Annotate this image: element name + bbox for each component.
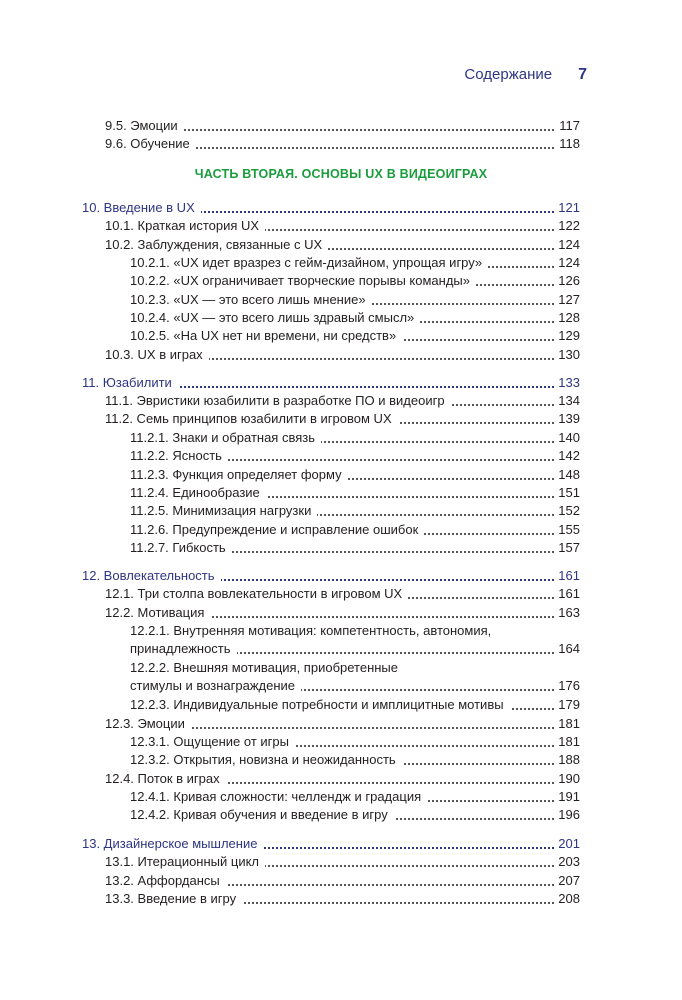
toc-entry-label: 11.2.3. Функция определяет форму bbox=[130, 465, 348, 485]
toc-entry-row[interactable] bbox=[0, 676, 682, 696]
toc-entry-row[interactable] bbox=[0, 520, 682, 540]
toc-entry-label: принадлежность bbox=[130, 639, 237, 659]
toc-entry-row[interactable] bbox=[0, 889, 682, 909]
toc-entry-row[interactable] bbox=[0, 787, 682, 807]
toc-entry-row[interactable] bbox=[0, 732, 682, 752]
toc-entry-label: 9.6. Обучение bbox=[105, 134, 196, 154]
toc-entry-row[interactable] bbox=[0, 805, 682, 825]
toc-entry-label: 12.4. Поток в играх bbox=[105, 769, 226, 789]
toc-page-number: 164 bbox=[558, 641, 580, 656]
toc-entry-label: 12.2. Мотивация bbox=[105, 603, 210, 623]
toc-chapter-row[interactable] bbox=[0, 834, 682, 854]
toc-entry-label: 11.2.7. Гибкость bbox=[130, 538, 232, 558]
toc-page-number: 176 bbox=[558, 678, 580, 693]
toc-entry-row[interactable] bbox=[0, 871, 682, 891]
toc-entry-row[interactable] bbox=[0, 750, 682, 770]
toc-page-number: 181 bbox=[558, 734, 580, 749]
toc-chapter-row[interactable] bbox=[0, 566, 682, 586]
toc-page-number: 181 bbox=[558, 716, 580, 731]
running-header bbox=[464, 66, 587, 84]
toc-page-number: 142 bbox=[558, 448, 580, 463]
toc-page-number: 130 bbox=[558, 347, 580, 362]
toc-entry-label: 13.1. Итерационный цикл bbox=[105, 852, 265, 872]
toc-page-number: 118 bbox=[559, 136, 580, 151]
toc-entry-label: 10.2.3. «UX — это всего лишь мнение» bbox=[130, 290, 372, 310]
toc-entry-label: стимулы и вознаграждение bbox=[130, 676, 301, 696]
toc-entry-row[interactable] bbox=[0, 391, 682, 411]
toc-page-number: 124 bbox=[558, 255, 580, 270]
toc-entry-row[interactable] bbox=[0, 116, 682, 136]
toc-chapter-label: 10. Введение в UX bbox=[82, 198, 201, 218]
toc-entry-label: 12.1. Три столпа вовлекательности в игровом UX bbox=[105, 584, 408, 604]
header-title: Содержание bbox=[464, 66, 553, 83]
toc-chapter-label: 13. Дизайнерское мышление bbox=[82, 834, 263, 854]
toc-page-number: 117 bbox=[559, 118, 580, 133]
toc-entry-label: 10.2.4. «UX — это всего лишь здравый смысл» bbox=[130, 308, 420, 328]
toc-page-number: 157 bbox=[558, 540, 580, 555]
toc-page-number: 140 bbox=[558, 430, 580, 445]
toc-entry-row[interactable] bbox=[0, 345, 682, 365]
toc-entry-label: 12.3.1. Ощущение от игры bbox=[130, 732, 295, 752]
toc-entry-label: 11.2.2. Ясность bbox=[130, 446, 228, 466]
toc-entry-label: 10.2.5. «На UX нет ни времени, ни средств» bbox=[130, 326, 402, 346]
toc-entry-label: 11.1. Эвристики юзабилити в разработке ПО и видеоигр bbox=[105, 391, 451, 411]
toc-entry-row[interactable] bbox=[0, 253, 682, 273]
toc-chapter-label: 12. Вовлекательность bbox=[82, 566, 221, 586]
toc-entry-row[interactable] bbox=[0, 538, 682, 558]
toc-entry-label: 13.3. Введение в игру bbox=[105, 889, 242, 909]
toc-page-number: 129 bbox=[558, 328, 580, 343]
toc-page-number: 121 bbox=[558, 200, 580, 215]
toc-page-number: 163 bbox=[558, 605, 580, 620]
toc-entry-label: 10.2. Заблуждения, связанные с UX bbox=[105, 235, 328, 255]
toc-entry-row[interactable] bbox=[0, 769, 682, 789]
toc-page-number: 155 bbox=[558, 522, 580, 537]
toc-page-number: 208 bbox=[558, 891, 580, 906]
toc-chapter-row[interactable] bbox=[0, 198, 682, 218]
toc-page-number: 196 bbox=[558, 807, 580, 822]
toc-entry-label: 11.2.1. Знаки и обратная связь bbox=[130, 428, 321, 448]
toc-entry-row[interactable] bbox=[0, 465, 682, 485]
toc-entry-label: 11.2.5. Минимизация нагрузки bbox=[130, 501, 317, 521]
toc-entry-row[interactable] bbox=[0, 290, 682, 310]
toc-entry-label: 12.2.1. Внутренняя мотивация: компетентность, автономия, bbox=[130, 623, 492, 638]
toc-entry-row[interactable] bbox=[0, 584, 682, 604]
toc-entry-row[interactable] bbox=[0, 235, 682, 255]
toc-chapter-label: 11. Юзабилити bbox=[82, 373, 178, 393]
toc-entry-row[interactable] bbox=[0, 308, 682, 328]
toc-entry-label: 11.2.4. Единообразие bbox=[130, 483, 266, 503]
toc-entry-label: 12.2.3. Индивидуальные потребности и имплицитные мотивы bbox=[130, 695, 510, 715]
toc-entry-row[interactable] bbox=[0, 216, 682, 236]
toc-entry-label: 10.3. UX в играх bbox=[105, 345, 209, 365]
toc-entry-label: 10.1. Краткая история UX bbox=[105, 216, 265, 236]
part-title: ЧАСТЬ ВТОРАЯ. ОСНОВЫ UX В ВИДЕОИГРАХ bbox=[194, 167, 488, 181]
toc-page-number: 201 bbox=[558, 836, 580, 851]
toc-page-number: 148 bbox=[558, 467, 580, 482]
toc-page-number: 133 bbox=[558, 375, 580, 390]
toc-entry-label: 10.2.1. «UX идет вразрез с гейм-дизайном, упрощая игру» bbox=[130, 253, 488, 273]
toc-page-number: 128 bbox=[558, 310, 580, 325]
toc-page-number: 127 bbox=[558, 292, 580, 307]
toc-entry-row[interactable] bbox=[0, 603, 682, 623]
toc-entry-label: 12.2.2. Внешняя мотивация, приобретенные bbox=[130, 660, 399, 675]
header-page-number: 7 bbox=[578, 66, 587, 83]
toc-entry-row[interactable] bbox=[0, 695, 682, 715]
toc-page-number: 139 bbox=[558, 411, 580, 426]
toc-entry-row[interactable] bbox=[0, 271, 682, 291]
toc-entry-row[interactable] bbox=[0, 326, 682, 346]
toc-page-number: 134 bbox=[558, 393, 580, 408]
toc-entry-row[interactable] bbox=[0, 639, 682, 659]
toc-entry-row[interactable] bbox=[0, 409, 682, 429]
toc-entry-label: 9.5. Эмоции bbox=[105, 116, 184, 136]
toc-entry-label: 12.3. Эмоции bbox=[105, 714, 191, 734]
toc-entry-row[interactable] bbox=[0, 446, 682, 466]
toc-page-number: 126 bbox=[558, 273, 580, 288]
toc-entry-label: 12.3.2. Открытия, новизна и неожиданность bbox=[130, 750, 402, 770]
toc-page-number: 190 bbox=[558, 771, 580, 786]
toc-page-number: 191 bbox=[558, 789, 580, 804]
toc-entry-row[interactable] bbox=[0, 501, 682, 521]
toc-page-number: 203 bbox=[558, 854, 580, 869]
toc-page-number: 161 bbox=[558, 586, 580, 601]
toc-page-number: 161 bbox=[558, 568, 580, 583]
toc-page-number: 179 bbox=[558, 697, 580, 712]
toc-page-number: 151 bbox=[558, 485, 580, 500]
toc-page-number: 152 bbox=[558, 503, 580, 518]
toc-entry-label: 11.2. Семь принципов юзабилити в игровом UX bbox=[105, 409, 398, 429]
toc-entry-label: 12.4.2. Кривая обучения и введение в игру bbox=[130, 805, 394, 825]
toc-entry-label: 10.2.2. «UX ограничивает творческие порывы команды» bbox=[130, 271, 476, 291]
toc-entry-row[interactable] bbox=[0, 852, 682, 872]
toc-entry-label: 12.4.1. Кривая сложности: челлендж и градация bbox=[130, 787, 427, 807]
toc-page-number: 207 bbox=[558, 873, 580, 888]
toc-page-number: 122 bbox=[558, 218, 580, 233]
toc-entry-label: 11.2.6. Предупреждение и исправление ошибок bbox=[130, 520, 424, 540]
toc-chapter-row[interactable] bbox=[0, 373, 682, 393]
toc-page-number: 188 bbox=[558, 752, 580, 767]
toc-entry-row[interactable] bbox=[0, 483, 682, 503]
toc-page-number: 124 bbox=[558, 237, 580, 252]
toc-entry-label: 13.2. Аффордансы bbox=[105, 871, 226, 891]
toc-entry-row[interactable] bbox=[0, 714, 682, 734]
toc-entry-row[interactable] bbox=[0, 134, 682, 154]
toc-entry-row[interactable] bbox=[0, 428, 682, 448]
